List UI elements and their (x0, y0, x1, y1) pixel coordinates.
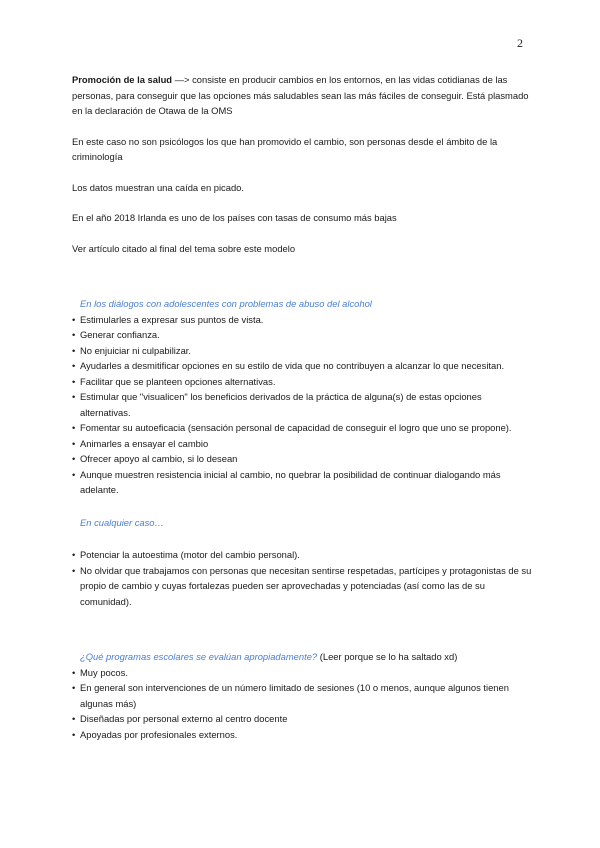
list-item (72, 711, 532, 727)
bullet-marker: • (72, 713, 76, 724)
bullet-marker: • (72, 437, 76, 449)
list-item-text: Facilitar que se planteen opciones alternativas. (80, 375, 276, 387)
list-item (72, 327, 532, 343)
list-item-text: En general son intervenciones de un número limitado de sesiones (10 o menos, aunque algunos tienen algunas más) (80, 682, 509, 709)
bullet-list (72, 665, 532, 743)
list-item-text: Apoyadas por profesionales externos. (80, 728, 238, 740)
section-heading: En los diálogos con adolescentes con problemas de abuso del alcohol (80, 298, 372, 309)
section-heading-line (72, 649, 532, 665)
promo-term: Promoción de la salud (72, 74, 173, 85)
list-item (72, 389, 532, 420)
paragraph: En el año 2018 Irlanda es uno de los países con tasas de consumo más bajas (72, 212, 397, 223)
section-heading: En cualquier caso… (80, 516, 164, 528)
bullet-marker: • (72, 344, 76, 356)
document-body (72, 72, 532, 742)
list-item (72, 547, 532, 563)
bullet-marker: • (72, 329, 76, 340)
list-item-text: Generar confianza. (80, 329, 160, 340)
bullet-marker: • (72, 375, 76, 387)
bullet-marker: • (72, 564, 76, 576)
paragraph: Los datos muestran una caída en picado. (72, 181, 244, 193)
bullet-marker: • (72, 728, 76, 740)
list-item-text: Estimular que "visualicen" los beneficios derivados de la práctica de alguna(s) de estas opciones alternativas. (80, 391, 482, 418)
list-item-text: Diseñadas por personal externo al centro docente (80, 713, 288, 724)
list-item-text: No olvidar que trabajamos con personas que necesitan sentirse respetadas, partícipes y protagonistas de su propio de cambio y cuyas fortalezas pueden ser aprovechadas y potenciadas (así como las de su comunidad). (80, 564, 532, 607)
bullet-marker: • (72, 549, 76, 560)
list-item (72, 467, 532, 498)
list-item (72, 665, 532, 681)
list-item-text: Fomentar su autoeficacia (sensación personal de capacidad de conseguir el logro que uno se propone). (80, 422, 512, 433)
list-item-text: No enjuiciar ni culpabilizar. (80, 344, 191, 356)
list-item (72, 436, 532, 452)
list-item-text: Aunque muestren resistencia inicial al cambio, no quebrar la posibilidad de continuar dialogando más adelante. (80, 468, 501, 495)
paragraph: Ver artículo citado al final del tema sobre este modelo (72, 242, 296, 254)
bullet-marker: • (72, 453, 76, 464)
list-item (72, 312, 532, 328)
section-note: (Leer porque se lo ha saltado xd) (317, 651, 458, 662)
list-item (72, 563, 532, 610)
bullet-marker: • (72, 468, 76, 480)
bullet-marker: • (72, 360, 76, 371)
bullet-marker: • (72, 422, 76, 433)
bullet-list (72, 312, 532, 498)
promo-paragraph (72, 72, 532, 119)
list-item-text: Ofrecer apoyo al cambio, si lo desean (80, 453, 238, 464)
list-item-text: Estimularles a expresar sus puntos de vista. (80, 313, 264, 325)
section-heading: ¿Qué programas escolares se evalúan apropiadamente? (80, 651, 318, 662)
list-item-text: Muy pocos. (80, 666, 128, 678)
list-item (72, 374, 532, 390)
list-item (72, 358, 532, 374)
list-item (72, 451, 532, 467)
promo-arrow: —> (172, 74, 193, 85)
list-item-text: Potenciar la autoestima (motor del cambio personal). (80, 549, 300, 560)
list-item (72, 420, 532, 436)
bullet-marker: • (72, 682, 76, 693)
bullet-list (72, 547, 532, 609)
list-item (72, 727, 532, 743)
bullet-marker: • (72, 313, 76, 325)
paragraph: En este caso no son psicólogos los que han promovido el cambio, son personas desde el ámbito de la criminología (72, 135, 498, 162)
page-number: 2 (517, 36, 523, 50)
bullet-marker: • (72, 666, 76, 678)
list-item-text: Animarles a ensayar el cambio (80, 437, 209, 449)
promo-text: consiste en producir cambios en los entornos, en las vidas cotidianas de las personas, para conseguir que las opciones más saludables sean las más fáciles de conseguir. Está plasmado en la declaración de Otawa de la OMS (72, 74, 529, 116)
list-item (72, 680, 532, 711)
bullet-marker: • (72, 391, 76, 402)
list-item (72, 343, 532, 359)
list-item-text: Ayudarles a desmitificar opciones en su estilo de vida que no contribuyen a alcanzar lo que necesitan. (80, 360, 505, 371)
